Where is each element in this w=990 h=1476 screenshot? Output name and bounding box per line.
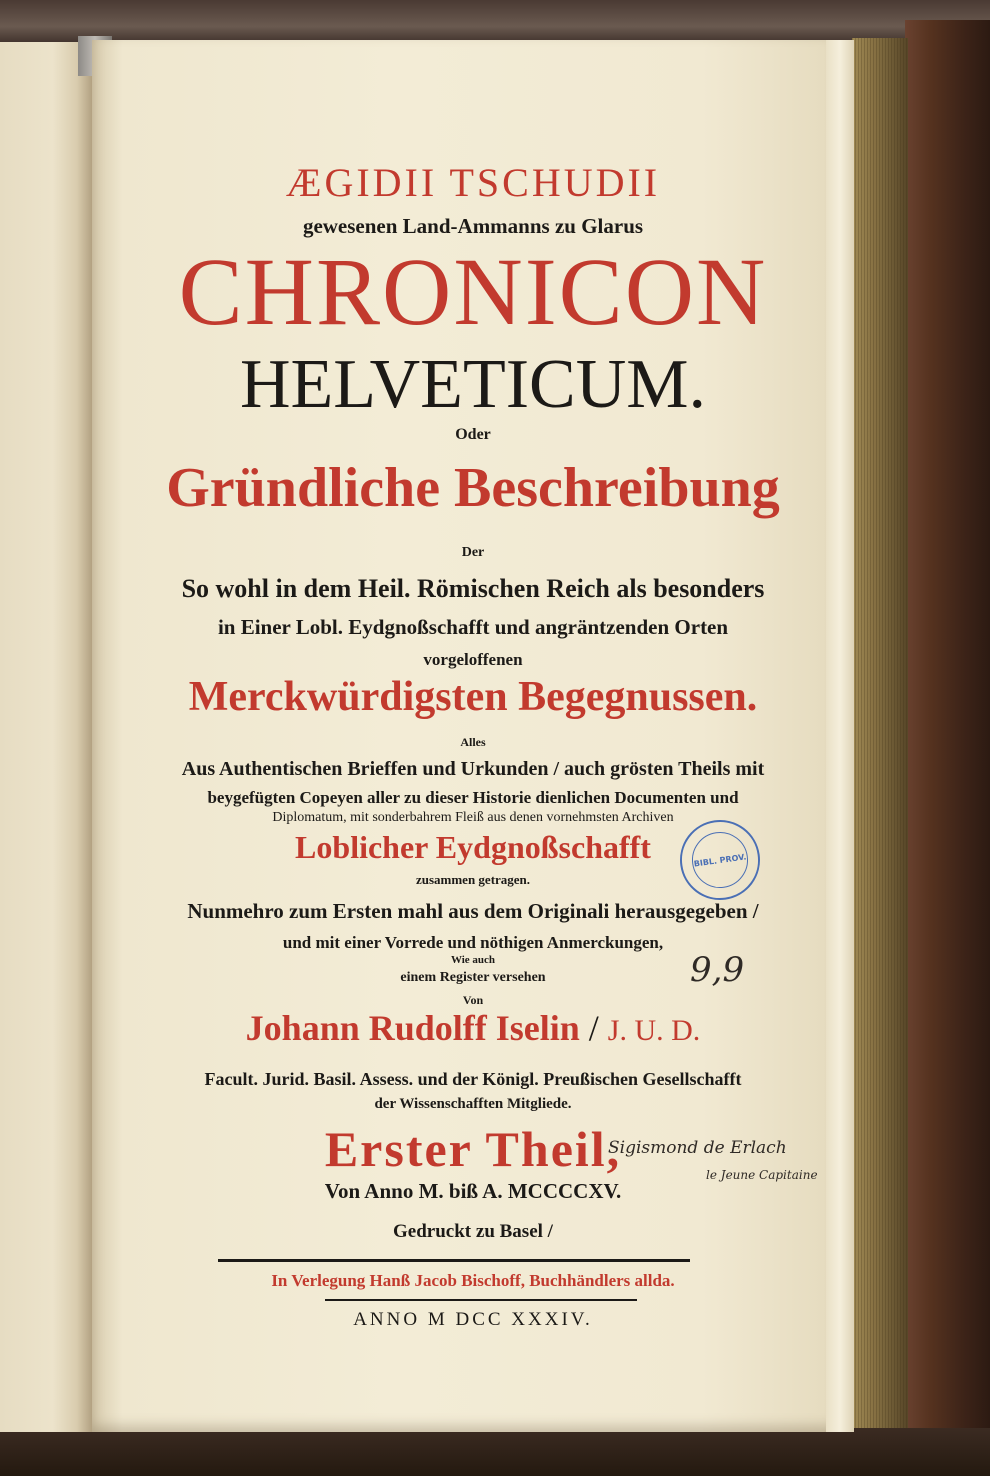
text-alles: Alles (460, 735, 486, 749)
left-page (0, 42, 96, 1432)
rule-upper (218, 1259, 690, 1262)
article-der: Der (461, 545, 485, 560)
author-name: ÆGIDII TSCHUDII (285, 160, 661, 205)
text-line-9: und mit einer Vorrede und nöthigen Anmerckungen, (282, 933, 664, 952)
gilt-page-edges (852, 38, 908, 1448)
title-chronicon: CHRONICON (178, 238, 768, 345)
title-helveticum: HELVETICUM. (239, 346, 706, 423)
text-line-3: vorgeloffenen (423, 650, 523, 669)
highlight-begegnussen: Merckwürdigsten Begegnussen. (188, 674, 758, 720)
handwritten-signature-line-1: Sigismond de Erlach (608, 1138, 787, 1158)
text-line-4: Aus Authentischen Brieffen und Urkunden / auch grösten Theils mit (181, 758, 765, 780)
text-line-10: Wie auch (450, 954, 496, 966)
handwritten-signature-line-2: le Jeune Capitaine (706, 1168, 818, 1182)
text-line-6: Diplomatum, mit sonderbahrem Fleiß aus denen vornehmsten Archiven (272, 810, 674, 825)
text-line-16: Gedruckt zu Basel / (393, 1221, 553, 1242)
editor-separator: / (579, 1008, 608, 1048)
text-line-7: zusammen getragen. (415, 872, 531, 887)
highlight-eydgnossschafft: Loblicher Eydgnoßschafft (295, 829, 651, 865)
editor-name: Johann Rudolff Iselin (245, 1008, 580, 1048)
library-stamp-text: BIBL. PROV. (693, 851, 747, 869)
rule-lower (325, 1299, 637, 1301)
publisher-line: In Verlegung Hanß Jacob Bischoff, Buchhändlers allda. (271, 1271, 675, 1290)
author-title: gewesenen Land-Ammanns zu Glarus (302, 214, 644, 238)
imprint-year: ANNO M DCC XXXIV. (353, 1309, 593, 1330)
part-erster-theil: Erster Theil, (324, 1121, 622, 1177)
text-line-8: Nunmehro zum Ersten mahl aus dem Originali herausgegeben / (187, 899, 759, 923)
library-stamp-inner (688, 828, 751, 891)
text-line-12: Von (462, 993, 484, 1007)
book-cover-right (905, 20, 990, 1476)
text-line-13: Facult. Jurid. Basil. Assess. und der Königl. Preußischen Gesellschafft (204, 1069, 742, 1089)
editor-degree: J. U. D. (607, 1014, 701, 1047)
book-cover-bottom (0, 1428, 990, 1476)
conjunction-oder: Oder (455, 426, 491, 443)
book-cover-top (0, 0, 990, 44)
text-line-2: in Einer Lobl. Eydgnoßschafft und angräntzenden Orten (217, 615, 729, 639)
text-line-1: So wohl in dem Heil. Römischen Reich als besonders (181, 574, 765, 603)
text-line-14: der Wissenschafften Mitgliede. (374, 1096, 572, 1112)
text-line-11: einem Register versehen (400, 970, 546, 985)
text-line-15: Von Anno M. biß A. MCCCCXV. (324, 1179, 622, 1203)
editor-line (92, 1010, 854, 1046)
subtitle: Gründliche Beschreibung (166, 457, 780, 519)
handwritten-shelfmark: 9,9 (690, 950, 745, 990)
text-line-5: beygefügten Copeyen aller zu dieser Historie dienlichen Documenten und (207, 788, 739, 807)
